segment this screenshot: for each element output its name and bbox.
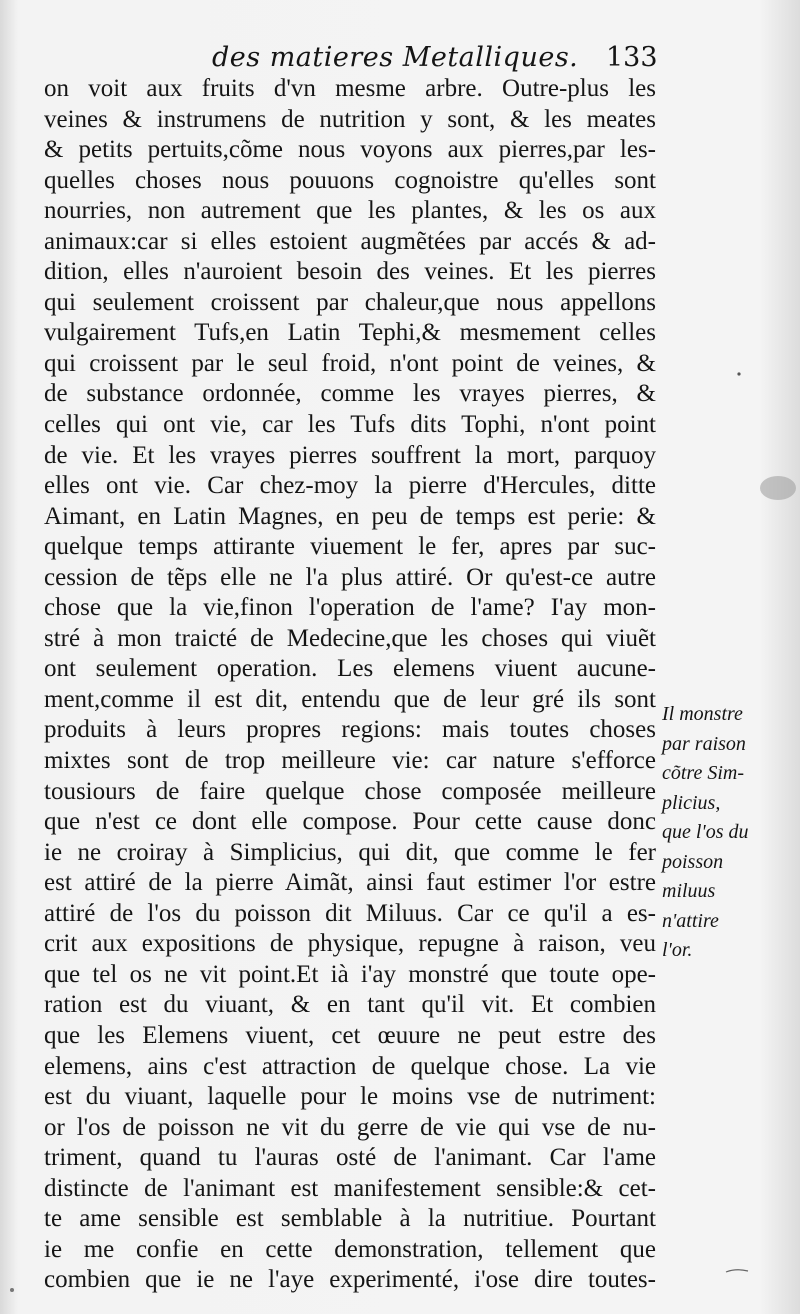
text-line: ment,comme il est dit, entendu que de leur gré ils sont <box>44 685 656 713</box>
text-line: de vie. Et les vrayes pierres souffrent la mort, parquoy <box>44 441 656 469</box>
text-line: attiré de l'os du poisson dit Miluus. Car ce qu'il a es- <box>44 899 656 927</box>
text-line: nourries, non autrement que les plantes, & les os aux <box>44 197 656 225</box>
text-line: or l'os de poisson ne vit du gerre de vie qui vse de nu- <box>44 1113 656 1141</box>
text-line: dition, elles n'auroient besoin des veines. Et les pierres <box>44 258 656 286</box>
margin-note-line: cõtre Sim- <box>662 762 745 784</box>
margin-note-line: par raison <box>662 732 746 755</box>
text-line: ie me confie en cette demonstration, tellement que <box>44 1235 656 1263</box>
main-text-block <box>44 74 656 1296</box>
page-number: 133 <box>606 42 658 73</box>
text-line: combien que ie ne l'aye experimenté, i'ose dire toutes- <box>44 1266 656 1294</box>
text-line: celles qui ont vie, car les Tufs dits Tophi, n'ont point <box>44 411 656 439</box>
text-line: cession de tẽps elle ne l'a plus attiré. Or qu'est-ce autre <box>44 563 656 591</box>
running-title: des matieres Metalliques. <box>212 42 579 73</box>
margin-note <box>662 700 794 966</box>
text-line: ration est du viuant, & en tant qu'il vit. Et combien <box>44 991 656 1019</box>
text-line: crit aux expositions de physique, repugne à raison, veu <box>44 930 656 958</box>
text-line: & petits pertuits,cõme nous voyons aux pierres,par les- <box>44 136 656 164</box>
text-line: distincte de l'animant est manifestement sensible:& cet- <box>44 1174 656 1202</box>
text-line: mixtes sont de trop meilleure vie: car nature s'efforce <box>44 747 656 775</box>
text-line: tousiours de faire quelque chose composée meilleure <box>44 777 656 805</box>
text-line: veines & instrumens de nutrition y sont, & les meates <box>44 105 656 133</box>
text-line: quelque temps attirante viuement le fer, apres par suc- <box>44 533 656 561</box>
text-line: stré à mon traicté de Medecine,que les choses qui viuẽt <box>44 624 656 652</box>
margin-note-line: n'attire <box>662 909 719 932</box>
text-line: on voit aux fruits d'vn mesme arbre. Outre-plus les <box>44 75 656 102</box>
text-line: est attiré de la pierre Aimãt, ainsi faut estimer l'or estre <box>44 869 656 897</box>
text-line: Aimant, en Latin Magnes, en peu de temps est perie: & <box>44 502 656 530</box>
text-line: qui croissent par le seul froid, n'ont point de veines, & <box>44 349 656 377</box>
text-line: que n'est ce dont elle compose. Pour cette cause donc <box>44 808 656 836</box>
text-line: que les Elemens viuent, cet œuure ne peut estre des <box>44 1021 656 1049</box>
text-line: elles ont vie. Car chez-moy la pierre d'Hercules, ditte <box>44 472 656 500</box>
text-line: chose que la vie,finon l'operation de l'ame? I'ay mon- <box>44 594 656 622</box>
margin-note-line: que l'os du <box>662 821 749 843</box>
margin-note-line: l'or. <box>662 939 693 961</box>
text-line: elemens, ains c'est attraction de quelque chose. La vie <box>44 1052 656 1080</box>
text-line: qui seulement croissent par chaleur,que nous appellons <box>44 288 656 316</box>
text-line: animaux:car si elles estoient augmẽtées par accés & ad- <box>44 227 656 255</box>
margin-note-line: Il monstre <box>662 703 743 725</box>
text-line: de substance ordonnée, comme les vrayes pierres, & <box>44 380 656 408</box>
margin-note-line: poisson <box>662 850 724 873</box>
text-line: que tel os ne vit point.Et ià i'ay monstré que toute ope- <box>44 960 656 988</box>
margin-note-line: plicius, <box>662 791 721 814</box>
text-line: ie ne croiray à Simplicius, qui dit, que comme le fer <box>44 838 656 866</box>
text-line: vulgairement Tufs,en Latin Tephi,& mesmement celles <box>44 319 656 347</box>
text-line: triment, quand tu l'auras osté de l'animant. Car l'ame <box>44 1144 656 1172</box>
text-line: produits à leurs propres regions: mais toutes choses <box>44 716 656 744</box>
margin-note-line: miluus <box>662 880 716 902</box>
text-line: est du viuant, laquelle pour le moins vse de nutriment: <box>44 1083 656 1111</box>
text-line: ont seulement operation. Les elemens viuent aucune- <box>44 655 656 683</box>
text-line: quelles choses nous pouuons cognoistre qu'elles sont <box>44 166 656 194</box>
text-line: te ame sensible est semblable à la nutritiue. Pourtant <box>44 1205 656 1233</box>
